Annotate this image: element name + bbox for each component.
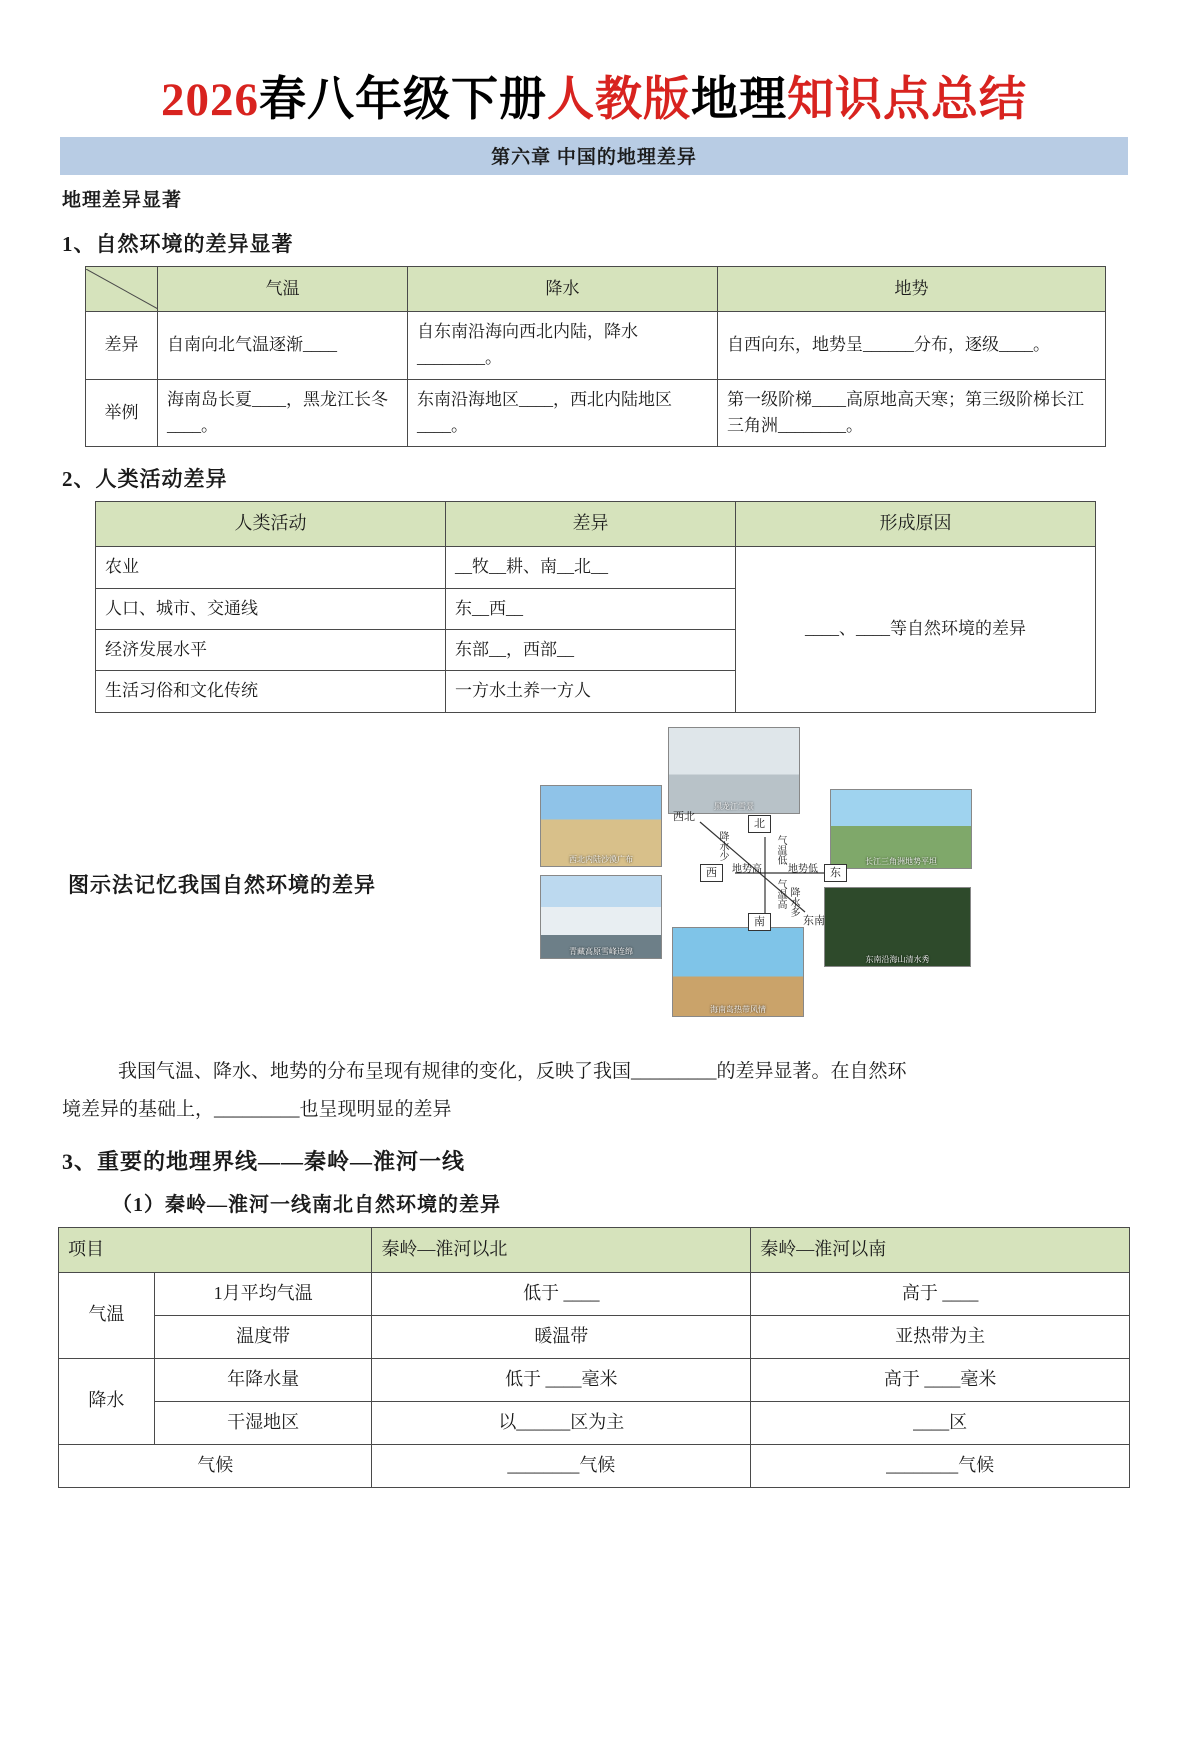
cell-south-annual-precip: 高于 ____毫米: [751, 1358, 1130, 1401]
col-header-human-activity: 人类活动: [96, 502, 446, 547]
qinling-huaihe-table: [58, 1227, 1130, 1488]
page-title: [0, 62, 1188, 129]
human-activity-table: [95, 501, 1096, 712]
cell-temp-example: 海南岛长夏____，黑龙江长冬____。: [158, 379, 408, 447]
cell-south-temp-zone: 亚热带为主: [751, 1315, 1130, 1358]
row-group-temperature: 气温: [59, 1272, 155, 1358]
table-row: [59, 1401, 1130, 1444]
title-grade: 春八年级下册: [259, 74, 547, 126]
node-west: 西: [700, 864, 723, 882]
row-label-difference: 差异: [86, 312, 158, 380]
node-southeast: 东南: [803, 914, 825, 927]
col-header-terrain: 地势: [718, 267, 1106, 312]
node-northwest: 西北: [673, 810, 695, 823]
col-header-cause: 形成原因: [736, 502, 1096, 547]
cell-cause-shared: ____、____等自然环境的差异: [736, 547, 1096, 712]
cell-precip-difference: 自东南沿海向西北内陆，降水________。: [408, 312, 718, 380]
row-item-annual-precip: 年降水量: [154, 1358, 372, 1401]
col-header-difference: 差异: [446, 502, 736, 547]
axis-temp-low: 气温低: [775, 834, 786, 865]
table-row: [86, 267, 1106, 312]
section3-sub-heading: （1）秦岭—淮河一线南北自然环境的差异: [112, 1193, 501, 1216]
cell-north-climate: ________气候: [372, 1444, 751, 1487]
table-row: [86, 312, 1106, 380]
cell-north-jan-temp: 低于 ____: [372, 1272, 751, 1315]
cell-diff-population: 东__西__: [446, 588, 736, 629]
cell-activity-population: 人口、城市、交通线: [96, 588, 446, 629]
table-row: [59, 1444, 1130, 1487]
section2-heading: 2、人类活动差异: [62, 467, 228, 492]
cell-activity-economy: 经济发展水平: [96, 630, 446, 671]
col-header-north: 秦岭—淮河以北: [372, 1227, 751, 1272]
row-group-precipitation: 降水: [59, 1358, 155, 1444]
photo-caption: 西北内陆沙漠广布: [569, 854, 633, 864]
cell-north-dry-wet: 以______区为主: [372, 1401, 751, 1444]
cell-north-temp-zone: 暖温带: [372, 1315, 751, 1358]
table-row: [59, 1272, 1130, 1315]
table-row: [59, 1227, 1130, 1272]
chapter-heading: 第六章 中国的地理差异: [60, 137, 1128, 175]
col-header-precipitation: 降水: [408, 267, 718, 312]
cell-diff-economy: 东部__，西部__: [446, 630, 736, 671]
photo-caption: 东南沿海山清水秀: [865, 954, 930, 964]
table-corner-cell: [86, 267, 158, 312]
cell-diff-culture: 一方水土养一方人: [446, 671, 736, 712]
node-north: 北: [748, 815, 771, 833]
cell-diff-agriculture: __牧__耕、南__北__: [446, 547, 736, 588]
axis-terrain-high: 地势高: [732, 863, 762, 875]
cell-terrain-difference: 自西向东，地势呈______分布，逐级____。: [718, 312, 1106, 380]
title-edition: 人教版: [547, 74, 691, 126]
cell-terrain-example: 第一级阶梯____高原地高天寒；第三级阶梯长江三角洲________。: [718, 379, 1106, 447]
cell-activity-agriculture: 农业: [96, 547, 446, 588]
row-label-example: 举例: [86, 379, 158, 447]
col-header-temperature: 气温: [158, 267, 408, 312]
cell-south-climate: ________气候: [751, 1444, 1130, 1487]
table-row: [59, 1358, 1130, 1401]
node-south: 南: [748, 913, 771, 931]
environment-difference-diagram: [540, 727, 1020, 1037]
photo-caption: 青藏高原雪峰连绵: [569, 946, 633, 956]
row-group-climate: 气候: [59, 1444, 372, 1487]
nature-difference-table: [85, 266, 1106, 447]
document-page: [0, 62, 1188, 1744]
title-year: 2026: [161, 74, 259, 126]
lead-heading: 地理差异显著: [62, 190, 183, 211]
diagram-label: 图示法记忆我国自然环境的差异: [68, 872, 376, 897]
table-row: [59, 1315, 1130, 1358]
cell-south-jan-temp: 高于 ____: [751, 1272, 1130, 1315]
paragraph-line-1: 我国气温、降水、地势的分布呈现有规律的变化，反映了我国_________的差异显著。在自然环: [118, 1060, 907, 1082]
table-row: [96, 547, 1096, 588]
cell-north-annual-precip: 低于 ____毫米: [372, 1358, 751, 1401]
table-row: [86, 379, 1106, 447]
col-header-item: 项目: [59, 1227, 372, 1272]
summary-paragraph: [62, 1053, 1126, 1129]
diagram-section: [0, 727, 1188, 1047]
axis-rain-less: 降水少: [717, 830, 728, 861]
axis-terrain-low: 地势低: [788, 863, 818, 875]
axis-temp-high: 气温高: [775, 878, 786, 909]
cell-temp-difference: 自南向北气温逐渐____: [158, 312, 408, 380]
row-item-temp-zone: 温度带: [154, 1315, 372, 1358]
col-header-south: 秦岭—淮河以南: [751, 1227, 1130, 1272]
cell-precip-example: 东南沿海地区____，西北内陆地区____。: [408, 379, 718, 447]
photo-caption: 黑龙江雪景: [714, 801, 754, 811]
section3-heading: 3、重要的地理界线——秦岭—淮河一线: [62, 1148, 466, 1174]
title-subject: 地理: [691, 74, 787, 126]
cell-activity-culture: 生活习俗和文化传统: [96, 671, 446, 712]
table-row: [96, 502, 1096, 547]
section1-heading: 1、自然环境的差异显著: [62, 232, 294, 256]
cell-south-dry-wet: ____区: [751, 1401, 1130, 1444]
row-item-dry-wet: 干湿地区: [154, 1401, 372, 1444]
axis-rain-more: 降水多: [788, 886, 799, 917]
node-east: 东: [824, 864, 847, 882]
photo-caption: 海南岛热带风情: [710, 1004, 766, 1014]
paragraph-line-2: 境差异的基础上，_________也呈现明显的差异: [62, 1098, 452, 1120]
row-item-jan-temp: 1月平均气温: [154, 1272, 372, 1315]
photo-caption: 长江三角洲地势平坦: [865, 856, 937, 866]
title-summary: 知识点总结: [787, 74, 1027, 126]
